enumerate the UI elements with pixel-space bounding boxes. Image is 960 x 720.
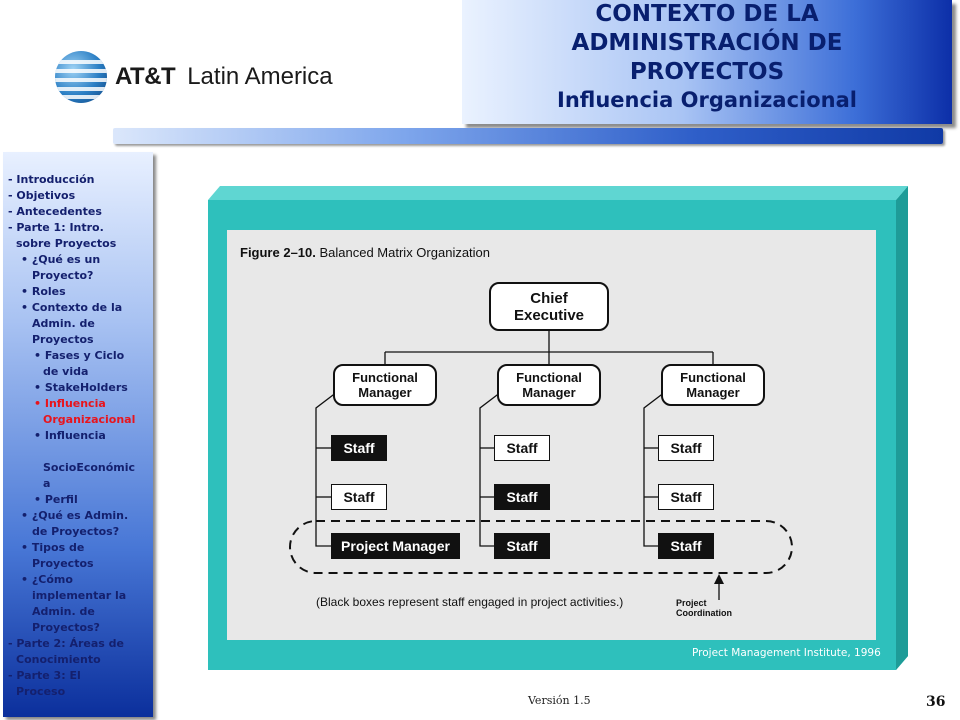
sidebar-item-influencia-organizacional[interactable]: • Influencia — [34, 397, 106, 410]
sidebar-item-que-es-proyecto-cont[interactable]: Proyecto? — [32, 269, 94, 282]
sidebar-item-perfil[interactable]: • Perfil — [34, 493, 78, 506]
sidebar-item-influencia-socio-cont-2[interactable]: a — [43, 477, 51, 490]
functional-manager-box-1: Functional Manager — [333, 364, 437, 406]
functional-manager-box-3: Functional Manager — [661, 364, 765, 406]
staff-box: Staff — [658, 484, 714, 510]
logo-region: Latin America — [187, 63, 333, 90]
sidebar-item-influencia-socio-cont[interactable]: SocioEconómic — [43, 461, 136, 474]
staff-box-project: Staff — [331, 435, 387, 461]
sidebar-item-tipos-cont[interactable]: Proyectos — [32, 557, 94, 570]
staff-box-project: Staff — [494, 533, 550, 559]
sidebar-item-parte-3[interactable]: - Parte 3: El — [8, 669, 81, 682]
sidebar-item-que-es-admin-cont[interactable]: de Proyectos? — [32, 525, 120, 538]
sidebar-item-como-implementar-cont-3[interactable]: Proyectos? — [32, 621, 100, 634]
sidebar-item-antecedentes[interactable]: - Antecedentes — [8, 205, 102, 218]
coordination-arrow — [714, 574, 724, 600]
project-manager-box: Project Manager — [331, 533, 460, 559]
sidebar-item-que-es-admin[interactable]: • ¿Qué es Admin. — [21, 509, 129, 522]
sidebar-item-contexto[interactable]: • Contexto de la — [21, 301, 123, 314]
sidebar-item-stakeholders[interactable]: • StakeHolders — [34, 381, 128, 394]
staff-box: Staff — [658, 435, 714, 461]
staff-box: Staff — [494, 435, 550, 461]
staff-box: Staff — [331, 484, 387, 510]
version-label: Versión 1.5 — [528, 694, 591, 707]
sidebar-item-como-implementar-cont-2[interactable]: Admin. de — [32, 605, 95, 618]
figure-note: (Black boxes represent staff engaged in project activities.) — [316, 595, 624, 609]
sidebar-item-parte-2-cont[interactable]: Conocimiento — [16, 653, 101, 666]
sidebar-item-introduccion[interactable]: - Introducción — [8, 173, 95, 186]
functional-manager-box-2: Functional Manager — [497, 364, 601, 406]
project-coordination-label: Project Coordination — [676, 598, 732, 618]
sidebar-item-objetivos[interactable]: - Objetivos — [8, 189, 76, 202]
sidebar-item-como-implementar[interactable]: • ¿Cómo — [21, 573, 73, 586]
sidebar-item-fases-cont[interactable]: de vida — [43, 365, 89, 378]
sidebar-item-parte-3-cont[interactable]: Proceso — [16, 685, 66, 698]
slide-subtitle: Influencia Organizacional — [557, 88, 857, 112]
sidebar-item-contexto-cont[interactable]: Admin. de — [32, 317, 95, 330]
title-line-3: PROYECTOS — [629, 59, 785, 85]
figure-source: Project Management Institute, 1996 — [692, 647, 881, 659]
staff-box-project: Staff — [658, 533, 714, 559]
figure-title: Figure 2–10. Balanced Matrix Organization — [240, 245, 491, 260]
page-number: 36 — [926, 694, 946, 710]
sidebar-item-fases[interactable]: • Fases y Ciclo — [34, 349, 125, 362]
sidebar-item-parte-1-cont[interactable]: sobre Proyectos — [16, 237, 117, 250]
sidebar-item-tipos[interactable]: • Tipos de — [21, 541, 85, 554]
sidebar-item-como-implementar-cont[interactable]: implementar la — [32, 589, 127, 602]
sidebar-item-parte-1[interactable]: - Parte 1: Intro. — [8, 221, 104, 234]
logo-brand: AT&T — [115, 63, 176, 90]
sidebar-item-contexto-cont-2[interactable]: Proyectos — [32, 333, 94, 346]
sidebar-item-roles[interactable]: • Roles — [21, 285, 66, 298]
sidebar-item-influencia-socio[interactable]: • Influencia — [34, 429, 106, 442]
title-line-2: ADMINISTRACIÓN DE — [571, 30, 843, 56]
title-line-1: CONTEXTO DE LA — [595, 1, 819, 27]
sidebar-item-parte-2[interactable]: - Parte 2: Áreas de — [8, 637, 124, 650]
chief-executive-box: Chief Executive — [489, 282, 609, 331]
staff-box-project: Staff — [494, 484, 550, 510]
sidebar-item-influencia-organizacional-cont[interactable]: Organizacional — [43, 413, 136, 426]
sidebar-item-que-es-proyecto[interactable]: • ¿Qué es un — [21, 253, 101, 266]
